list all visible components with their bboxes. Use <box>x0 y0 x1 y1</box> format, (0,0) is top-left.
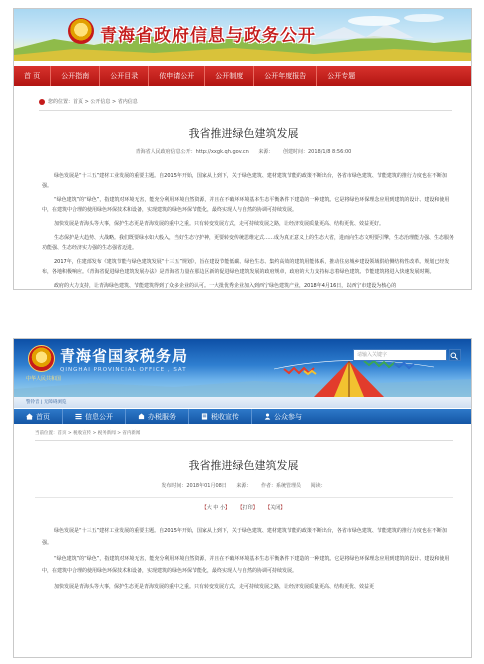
nav-home[interactable] <box>14 409 63 424</box>
breadcrumb[interactable]: 当前位置：首页 > 税收宣传 > 税务新闻 > 省内新闻 <box>35 431 141 436</box>
main-nav <box>14 66 472 86</box>
gov-info-portal-screenshot <box>13 8 472 290</box>
site-title: 青海省政府信息与政务公开 <box>100 26 316 46</box>
home-icon <box>26 413 33 420</box>
divider <box>35 497 453 498</box>
nav-label: 税收宣传 <box>211 412 239 421</box>
meta-source: 青海省人民政府信息公开：http://xxgk.qh.gov.cn <box>135 149 249 155</box>
article-paragraph: 加快发展是青海头等大事，保护生态更是青海发展的重中之重。只有转变发展方式，走可持续发展之路，让经济发展质量更高、结构更优、效益更 <box>54 584 375 590</box>
meta-date: 创建时间：2018/1/8 8:56:00 <box>283 149 352 155</box>
nav-on-request[interactable]: 依申请公开 <box>149 66 205 86</box>
article-tools <box>14 504 472 511</box>
article-body <box>42 171 454 290</box>
service-icon <box>138 413 145 420</box>
nav-tax-service[interactable] <box>126 409 189 424</box>
close-button[interactable]: 【关闭】 <box>265 505 286 511</box>
people-icon <box>264 413 271 420</box>
accessibility-bar[interactable]: 警铃音 | 无障碍浏览 <box>14 397 472 408</box>
nav-system[interactable]: 公开制度 <box>205 66 254 86</box>
tax-emblem-icon <box>28 345 55 372</box>
font-size-toggle[interactable]: 【大 中 小】 <box>201 505 230 511</box>
meta-from: 来源： <box>258 149 274 155</box>
nav-label: 信息公开 <box>85 412 113 421</box>
nav-info-public[interactable] <box>63 409 126 424</box>
article-title: 我省推进绿色建筑发展 <box>188 459 299 472</box>
article-paragraph: 生态保护是大趋势、大战略。我们既要绿水如大般入，当好生态守护神，更要转变传统思维定式……成为真正意义上的生态大省，进而向生态文明要引擎，生态治理能力强、生态服务功能强、生态经济实力强的生态强省迈进。 <box>42 235 455 251</box>
article-paragraph: 2017年，住建部发布《建筑节能与绿色建筑发展“十三五”规划》，旨在建设节能低碳、绿色生态、集约高效的建筑用能体系，推动住房城乡建设领域供给侧结构性改革。规划已经发布，各地积极响应。《青海省促进绿色建筑发展办法》是青海省力量在那边区新的促进绿色建筑发展的政府规章，政府的大力支持标志着绿色建筑、节能建筑将进入快速发展时期。 <box>42 259 450 275</box>
divider <box>39 110 452 111</box>
nav-label: 办税服务 <box>148 412 176 421</box>
national-emblem-icon <box>68 18 94 44</box>
document-icon <box>201 413 208 420</box>
divider <box>35 440 453 441</box>
breadcrumb-text[interactable]: 您的位置：首页 > 公开信息 > 省内信息 <box>48 99 138 105</box>
nav-label: 首页 <box>36 412 50 421</box>
article-paragraph: 绿色发展是“十三五”建材工业发展的重要主题。自2015年开始，国家从上到下，关于绿色建筑、建材建筑节能的政策不断出台，各省市绿色建筑、节能建筑的推行力度也在不断加强。 <box>42 173 447 189</box>
site-banner <box>14 9 472 61</box>
nav-tax-publicity[interactable] <box>189 409 252 424</box>
article-paragraph: “绿色建筑”的“绿色”，指建筑对环境无害，能充分利用环境自然资源，并且在不破坏环境基本生态平衡条件下建造的一种建筑。它是将绿色环保理念应用到建筑的设计、建设和使用中，在建筑中合理的使用绿色环保技术和设备，实现建筑的绿色环保节能化，最终实现人与自然的协调可持续发展。 <box>42 197 450 213</box>
list-icon <box>75 413 82 420</box>
meta-source: 来源： <box>236 483 252 489</box>
search-input[interactable]: 请输入关键字 <box>353 349 447 361</box>
breadcrumb <box>39 98 138 105</box>
search-icon <box>450 352 458 360</box>
article-paragraph: 政府的大力支持，让青海绿色建筑、节能建筑得到了众多企业的认可。一大批优秀企业加入到西宁绿色建筑产业，2018年4月16日，以西宁市建设为核心的 <box>54 283 397 289</box>
meta-views: 阅读： <box>310 483 326 489</box>
site-subtitle: QINGHAI PROVINCIAL OFFICE , SAT <box>60 367 187 373</box>
tax-bureau-portal-screenshot <box>13 338 472 658</box>
site-title: 青海省国家税务局 <box>60 347 189 365</box>
site-header <box>14 339 472 397</box>
nav-label: 公众参与 <box>274 412 302 421</box>
meta-author: 作者：系统管理员 <box>261 483 302 489</box>
article-paragraph: 绿色发展是“十三五”建材工业发展的重要主题。自2015年开始，国家从上到下，关于绿色建筑、建材建筑节能的政策不断出台，各省市绿色建筑、节能建筑的推行力度也在不断加强。 <box>42 528 447 546</box>
nav-home[interactable]: 首 页 <box>14 66 51 86</box>
nav-public-participation[interactable] <box>252 409 314 424</box>
location-pin-icon <box>39 99 45 105</box>
nav-topics[interactable]: 公开专题 <box>327 72 356 80</box>
print-button[interactable]: 【打印】 <box>237 505 258 511</box>
main-nav <box>14 409 472 424</box>
meta-date: 发布时间：2018年01月08日 <box>161 483 227 489</box>
nav-guide[interactable]: 公开指南 <box>51 66 100 86</box>
article-body <box>42 525 451 597</box>
seal-caption: 中华人民共和国 <box>26 376 62 382</box>
nav-catalog[interactable]: 公开目录 <box>100 66 149 86</box>
search-button[interactable] <box>449 349 461 361</box>
article-meta <box>14 482 472 489</box>
article-meta <box>14 148 472 155</box>
nav-annual-report[interactable]: 公开年度报告 <box>254 66 317 86</box>
article-paragraph: 加快发展是青海头等大事，保护生态更是青海发展的重中之重。只有转变发展方式，走可持续发展之路，让经济发展质量更高、结构更优、效益更好。 <box>54 221 385 227</box>
article-title: 我省推进绿色建筑发展 <box>188 127 299 140</box>
article-paragraph: “绿色建筑”的“绿色”，指建筑对环境无害，能充分利用环境自然资源，并且在不破坏环境基本生态平衡条件下建造的一种建筑。它是将绿色环保理念应用到建筑的设计、建设和使用中，在建筑中合理的使用绿色环保技术和设备，实现建筑的绿色环保节能化，最终实现人与自然的协调可持续发展。 <box>42 556 450 574</box>
